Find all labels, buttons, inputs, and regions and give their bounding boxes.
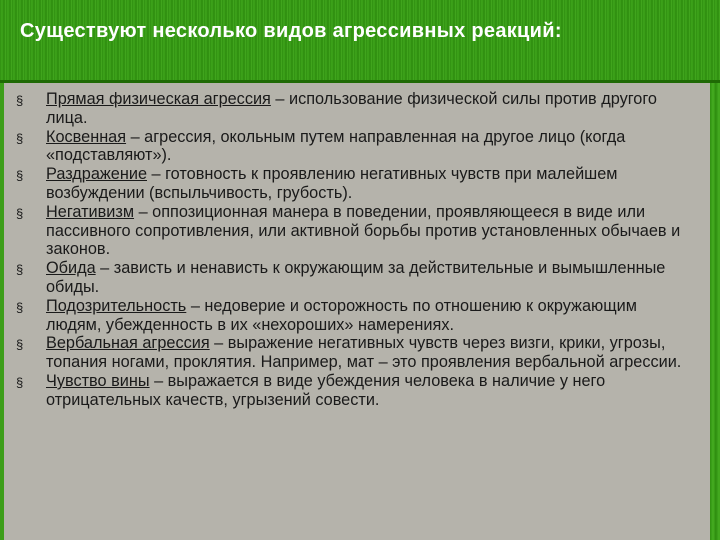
item-text: – зависть и ненависть к окружающим за действительные и вымышленные обиды. — [46, 259, 666, 296]
bullet-icon: § — [16, 93, 24, 108]
bullet-icon: § — [16, 374, 24, 390]
item-text: – использование физической силы против другого лица. — [46, 90, 657, 127]
item-term: Подозрительность — [46, 296, 187, 315]
bullet-icon: § — [16, 205, 24, 221]
item-text: – готовность к проявлению негативных чувств при малейшем возбуждении (вспыльчивость, грубость). — [46, 165, 618, 202]
item-text: – агрессия, окольным путем направленная на другое лицо (когда «подставляют»). — [46, 127, 626, 165]
bullet-icon: § — [16, 337, 24, 353]
item-term: Негативизм — [46, 202, 135, 221]
list-item — [16, 203, 696, 259]
bullet-icon: § — [16, 299, 24, 315]
item-term: Чувство вины — [46, 371, 150, 390]
list-item — [16, 334, 696, 372]
item-text: – оппозиционная манера в поведении, проявляющееся в виде или пассивного сопротивления, или активной борьбы против установленных обычаев и законов. — [46, 202, 681, 259]
item-text: – выражается в виде убеждения человека в наличие у него отрицательных качеств, угрызений совести. — [46, 371, 606, 409]
list-item — [16, 259, 696, 297]
slide-title: Существуют несколько видов агрессивных реакций: — [20, 20, 562, 42]
list-item — [16, 90, 696, 128]
item-term: Вербальная агрессия — [46, 334, 210, 353]
item-term: Прямая физическая агрессия — [46, 90, 271, 108]
list-item — [16, 372, 696, 410]
list-item — [16, 297, 696, 335]
right-edge-stripe — [710, 83, 720, 540]
bullet-icon: § — [16, 130, 24, 146]
item-term: Косвенная — [46, 127, 127, 146]
bullet-icon: § — [16, 168, 24, 184]
item-text: – выражение негативных чувств через визги, крики, угрозы, топания ногами, проклятия. Например, мат – это проявления вербальной агрессии. — [46, 334, 682, 372]
left-edge-stripe — [0, 83, 4, 540]
item-text: – недоверие и осторожность по отношению к окружающим людям, убежденность в их «нехороших» намерениях. — [46, 296, 637, 334]
list-item — [16, 128, 696, 166]
aggression-types-list — [16, 90, 696, 410]
item-term: Раздражение — [46, 165, 147, 184]
bullet-icon: § — [16, 262, 24, 278]
item-term: Обида — [46, 259, 96, 278]
list-item — [16, 165, 696, 203]
